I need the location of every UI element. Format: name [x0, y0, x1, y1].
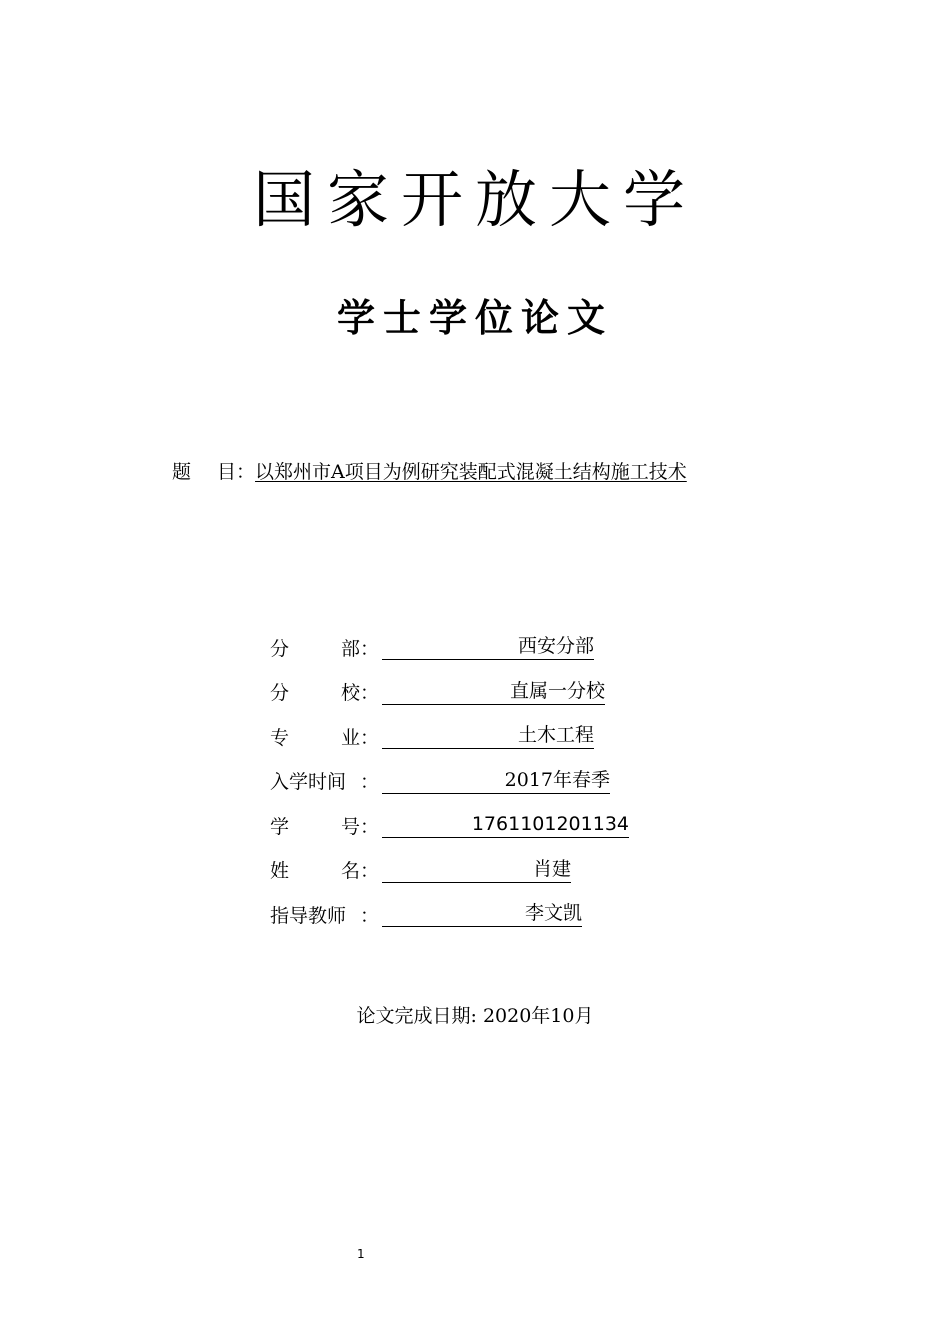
info-label-char: 入学时间: [270, 771, 347, 794]
completion-date: 论文完成日期: 2020年10月: [356, 1005, 594, 1027]
info-label: [270, 634, 360, 661]
info-colon: ：: [360, 726, 380, 749]
info-label-char: 名: [340, 860, 360, 883]
student-info-list: [270, 625, 629, 937]
info-label: [270, 723, 360, 750]
info-label-char: 号: [340, 815, 360, 838]
info-label-char: 专: [270, 726, 290, 749]
degree-title: 学士学位论文: [336, 296, 613, 340]
info-colon: ：: [360, 771, 380, 794]
info-row-student-id: [270, 803, 629, 848]
info-row-enrollment: [270, 759, 629, 804]
info-row-name: [270, 848, 629, 893]
info-row-major: [270, 714, 629, 759]
info-label: [270, 856, 360, 883]
topic-label: [172, 461, 255, 483]
name-value: 肖建: [382, 857, 571, 883]
info-label: [270, 901, 360, 928]
info-colon: ：: [360, 682, 380, 705]
info-label-char: 分: [270, 637, 290, 660]
info-label-char: 学: [270, 815, 290, 838]
info-label-char: 指导教师: [270, 904, 347, 927]
enrollment-value: 2017年春季: [382, 768, 610, 794]
info-label-char: 部: [340, 637, 360, 660]
topic-label-first: 题: [172, 461, 192, 483]
info-row-department: [270, 625, 629, 670]
info-colon: ：: [360, 904, 380, 927]
student-id-value: 1761101201134: [382, 812, 629, 838]
major-value: 土木工程: [382, 723, 594, 749]
topic-value: 以郑州市A项目为例研究装配式混凝土结构施工技术: [255, 461, 687, 483]
info-colon: ：: [360, 637, 380, 660]
topic-label-second: 目：: [217, 461, 256, 483]
page-number: 1: [357, 1247, 365, 1261]
info-label: [270, 767, 360, 794]
advisor-value: 李文凯: [382, 901, 582, 927]
info-label: [270, 678, 360, 705]
info-label-char: 分: [270, 682, 290, 705]
branch-value: 直属一分校: [382, 679, 605, 705]
info-colon: ：: [360, 860, 380, 883]
department-value: 西安分部: [382, 634, 594, 660]
info-label-char: 业: [340, 726, 360, 749]
university-title: 国家开放大学: [252, 163, 697, 236]
info-colon: ：: [360, 815, 380, 838]
info-label-char: 校: [340, 682, 360, 705]
info-label: [270, 812, 360, 839]
info-label-char: 姓: [270, 860, 290, 883]
info-row-advisor: [270, 892, 629, 937]
thesis-topic: [172, 458, 687, 486]
info-row-branch: [270, 670, 629, 715]
